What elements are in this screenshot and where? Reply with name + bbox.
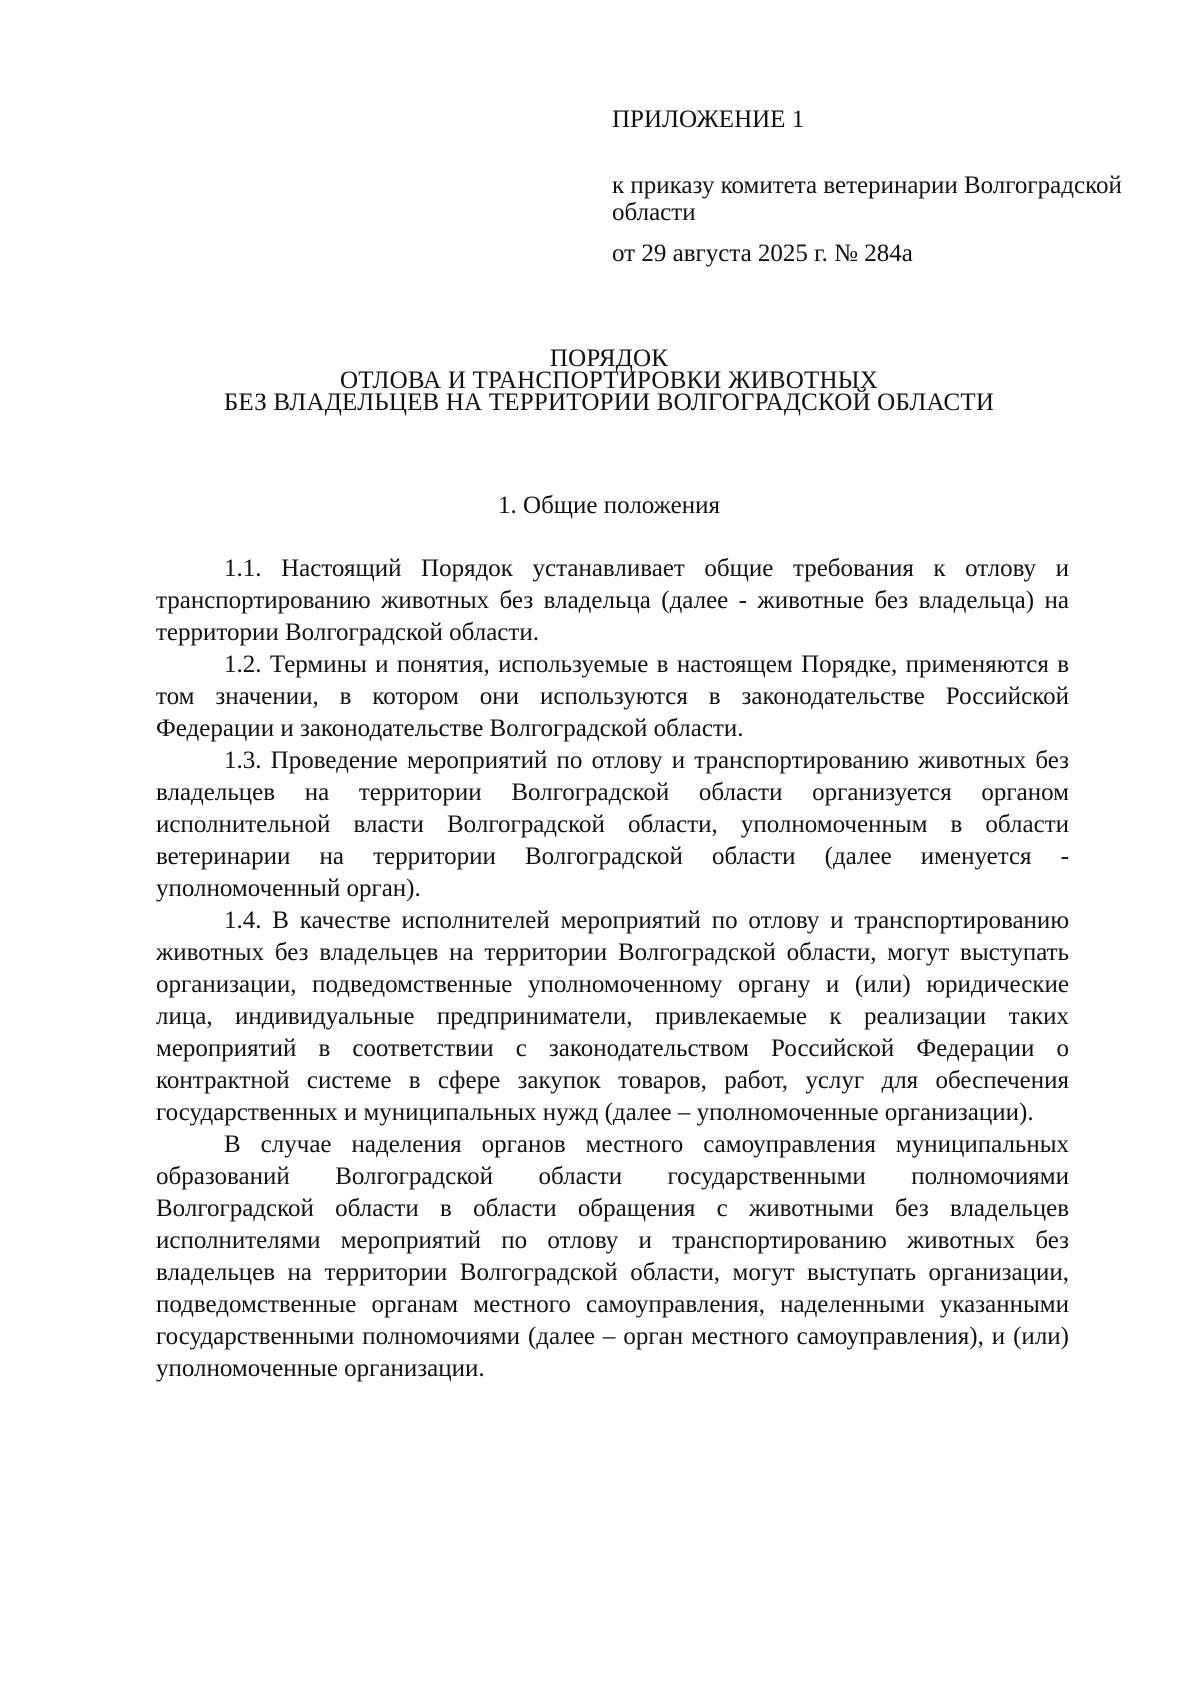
document-title-line: БЕЗ ВЛАДЕЛЬЦЕВ НА ТЕРРИТОРИИ ВОЛГОГРАДСКОЙ ОБЛАСТИ [223, 389, 995, 416]
paragraph-1-3: 1.3. Проведение мероприятий по отлову и транспортированию животных без владельцев на территории Волгоградской области организуется органом исполнительной власти Волгоградской области, уполномоченным в области ветеринарии на территории Волгоградской области (далее именуется - уполномоченный орган). [156, 747, 1069, 902]
document-title-line: ОТЛОВА И ТРАНСПОРТИРОВКИ ЖИВОТНЫХ [339, 367, 879, 394]
section-body [156, 553, 1069, 1385]
paragraph-1-1: 1.1. Настоящий Порядок устанавливает общие требования к отлову и транспортированию животных без владельца (далее - животные без владельца) на территории Волгоградской области. [156, 555, 1069, 646]
paragraph-1-4-continuation: В случае наделения органов местного самоуправления муниципальных образований Волгоградской области государственными полномочиями Волгоградской области в области обращения с животными без владельцев исполнителями мероприятий по отлову и транспортированию животных без владельцев на территории Волгоградской области, могут выступать организации, подведомственные органам местного самоуправления, наделенными указанными государственными полномочиями (далее – орган местного самоуправления), и (или) уполномоченные организации. [156, 1131, 1069, 1382]
paragraph-1-4: 1.4. В качестве исполнителей мероприятий по отлову и транспортированию животных без владельцев на территории Волгоградской области, могут выступать организации, подведомственные уполномоченному органу и (или) юридические лица, индивидуальные предприниматели, привлекаемые к реализации таких мероприятий в соответствии с законодательством Российской Федерации о контрактной системе в сфере закупок товаров, работ, услуг для обеспечения государственных и муниципальных нужд (далее – уполномоченные организации). [156, 907, 1069, 1126]
appendix-title: ПРИЛОЖЕНИЕ 1 [612, 106, 805, 133]
paragraph-1-2: 1.2. Термины и понятия, используемые в настоящем Порядке, применяются в том значении, в котором они используются в законодательстве Российской Федерации и законодательстве Волгоградской области. [156, 651, 1069, 742]
appendix-reference: к приказу комитета ветеринарии Волгоградской области [612, 172, 1122, 226]
document-title-line: ПОРЯДОК [549, 345, 669, 372]
section-heading: 1. Общие положения [498, 492, 720, 519]
document-title [150, 345, 1068, 416]
appendix-date: от 29 августа 2025 г. № 284а [612, 240, 913, 267]
